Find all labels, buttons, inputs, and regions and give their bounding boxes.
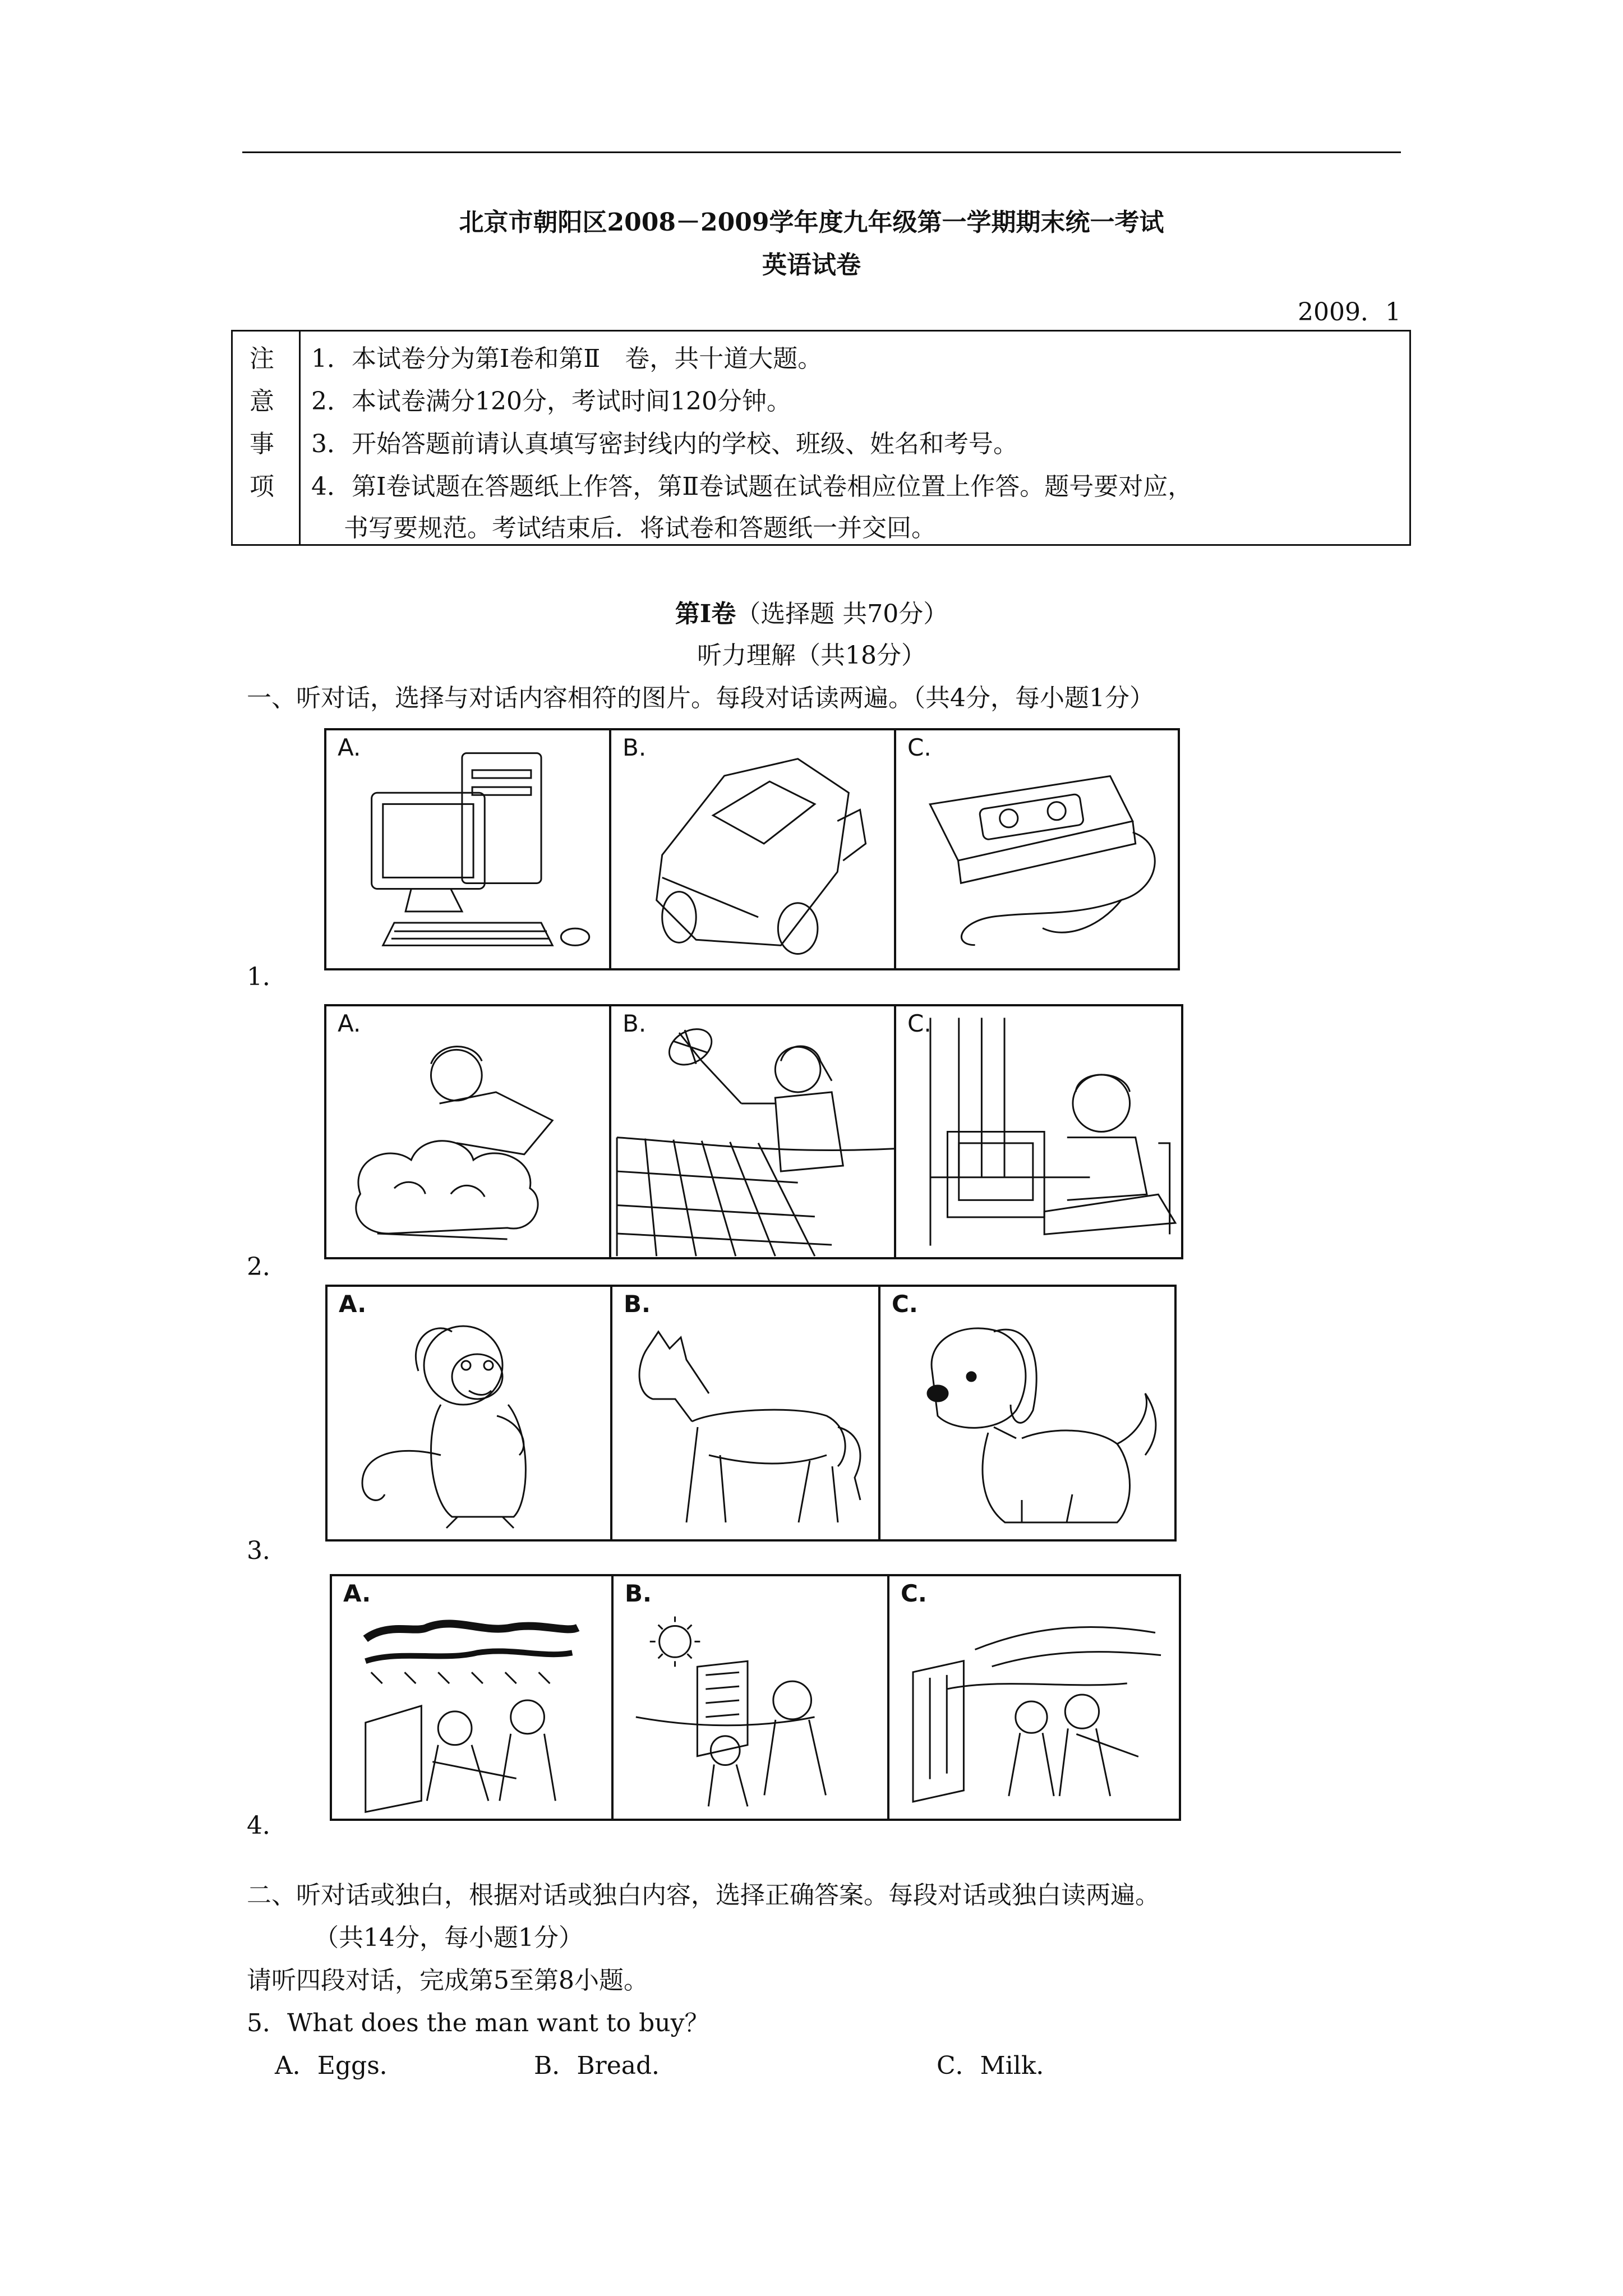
picture-row-1 — [324, 728, 1180, 970]
option-2c[interactable] — [896, 1006, 1181, 1257]
option-label: A. — [338, 734, 361, 761]
option-3c[interactable] — [880, 1287, 1174, 1539]
option-label: C. — [907, 1010, 932, 1037]
note-line: 3．开始答题前请认真填写密封线内的学校、班级、姓名和考号。 — [311, 430, 1018, 458]
question-number: 2． — [247, 1253, 287, 1281]
option-label: C. — [892, 1290, 918, 1318]
option-label: A. — [343, 1580, 371, 1607]
option-2a[interactable] — [326, 1006, 611, 1257]
washing-clothes-icon — [326, 1006, 609, 1257]
option-label: B. — [623, 734, 647, 761]
notes-box — [231, 330, 1411, 546]
note-line: 2．本试卷满分120分，考试时间120分钟。 — [311, 387, 791, 416]
question-5: 5．What does the man want to buy？ — [247, 2009, 709, 2037]
option-1b[interactable] — [611, 730, 896, 968]
top-rule — [242, 151, 1401, 153]
option-3a[interactable] — [328, 1287, 612, 1539]
computer-icon — [326, 730, 609, 968]
sunny-street-icon — [614, 1576, 887, 1819]
rainy-street-icon — [332, 1576, 611, 1819]
section-title-main: 第Ⅰ卷 — [675, 600, 736, 628]
note-line: 书写要规范。考试结束后．将试卷和答题纸一并交回。 — [344, 514, 936, 542]
question-number: 4． — [247, 1811, 287, 1840]
part1-instruction: 一、听对话，选择与对话内容相符的图片。每段对话读两遍。（共4分，每小题1分） — [247, 684, 1154, 712]
dog-icon — [880, 1287, 1174, 1539]
using-computer-icon — [896, 1006, 1181, 1257]
q5-option-c[interactable]: C．Milk． — [937, 2051, 1061, 2080]
option-label: A. — [338, 1010, 361, 1037]
picture-row-3 — [325, 1285, 1177, 1542]
notes-side-label — [233, 332, 301, 544]
part2-group-note: 请听四段对话，完成第5至第8小题。 — [247, 1966, 648, 1995]
question-number: 1． — [247, 963, 287, 991]
option-1c[interactable] — [896, 730, 1178, 968]
section-title-note: （选择题 共70分） — [736, 600, 948, 628]
note-line: 1．本试卷分为第Ⅰ卷和第Ⅱ 卷，共十道大题。 — [311, 344, 823, 373]
cassette-player-icon — [896, 730, 1178, 968]
q5-option-a[interactable]: A．Eggs． — [275, 2051, 404, 2080]
playing-tennis-icon — [611, 1006, 894, 1257]
notes-side-char: 事 — [250, 430, 274, 458]
option-label: B. — [625, 1580, 652, 1607]
option-1a[interactable] — [326, 730, 611, 968]
notes-side-char: 注 — [250, 344, 274, 373]
car-icon — [611, 730, 894, 968]
section-title — [0, 593, 1623, 629]
notes-side-char: 意 — [250, 387, 274, 416]
notes-side-char: 项 — [250, 472, 274, 501]
listening-heading: 听力理解（共18分） — [697, 641, 926, 670]
option-label: C. — [901, 1580, 927, 1607]
note-line: 4．第Ⅰ卷试题在答题纸上作答，第Ⅱ卷试题在试卷相应位置上作答。题号要对应， — [311, 472, 1193, 501]
option-2b[interactable] — [611, 1006, 896, 1257]
option-4a[interactable] — [332, 1576, 614, 1819]
part2-instruction: 二、听对话或独白，根据对话或独白内容，选择正确答案。每段对话或独白读两遍。 — [247, 1881, 1160, 1910]
part2-score-note: （共14分，每小题1分） — [314, 1924, 583, 1952]
question-number: 3． — [247, 1536, 287, 1565]
picture-row-4 — [330, 1574, 1181, 1821]
option-label: C. — [907, 734, 932, 761]
exam-title: 北京市朝阳区2008－2009学年度九年级第一学期期末统一考试 — [459, 208, 1164, 237]
option-label: B. — [623, 1010, 647, 1037]
option-3b[interactable] — [612, 1287, 880, 1539]
option-4b[interactable] — [614, 1576, 889, 1819]
exam-subtitle: 英语试卷 — [762, 251, 861, 279]
exam-date: 2009．1 — [1298, 298, 1401, 326]
q5-option-b[interactable]: B．Bread． — [534, 2051, 677, 2080]
option-label: A. — [339, 1290, 367, 1318]
option-label: B. — [624, 1290, 651, 1318]
picture-row-2 — [324, 1004, 1183, 1259]
windy-street-icon — [889, 1576, 1179, 1819]
option-4c[interactable] — [889, 1576, 1179, 1819]
monkey-icon — [328, 1287, 610, 1539]
horse-icon — [612, 1287, 878, 1539]
